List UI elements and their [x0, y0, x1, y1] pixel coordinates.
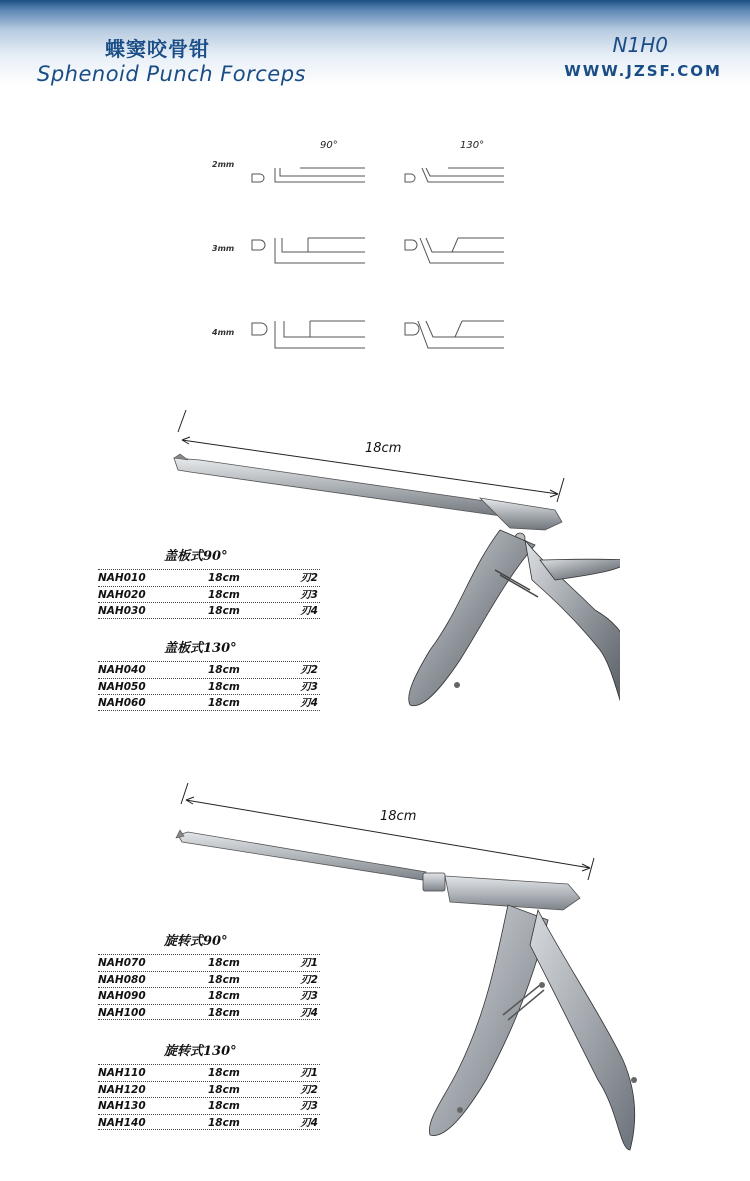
length-cell: 18cm	[208, 973, 240, 986]
product-code-cell: NAH100	[98, 1006, 146, 1019]
spec-table-rotating-90	[98, 930, 320, 1020]
forceps-handle-rear	[409, 530, 535, 706]
forceps-handle-rear-2	[429, 905, 548, 1136]
size-label-2mm: 2mm	[212, 160, 235, 169]
size-cell: 刃4	[300, 1006, 318, 1019]
length-cell: 18cm	[208, 588, 240, 601]
table-row	[98, 1097, 320, 1114]
jaw-cross-section-3mm-130	[405, 240, 417, 250]
table-row	[98, 1081, 320, 1098]
product-title-english: Sphenoid Punch Forceps	[37, 62, 306, 86]
length-cell: 18cm	[208, 1067, 240, 1079]
size-cell: 刃1	[300, 1067, 318, 1079]
table-row	[98, 954, 320, 971]
table-row	[98, 661, 320, 678]
product-code-cell: NAH130	[98, 1100, 146, 1112]
product-code-cell: NAH040	[98, 664, 146, 676]
jaw-cross-section-2mm-90	[252, 174, 264, 182]
product-code-cell: NAH120	[98, 1083, 146, 1096]
length-cell: 18cm	[208, 1116, 240, 1129]
jaw-tip-2mm-90	[275, 168, 365, 182]
length-label-1: 18cm	[365, 441, 402, 456]
website-link[interactable]: WWW.JZSF.COM	[564, 62, 722, 80]
spec-table-heading: 盖板式130°	[164, 641, 237, 656]
length-cell: 18cm	[208, 680, 240, 693]
jaw-tip-4mm-130	[418, 321, 504, 348]
spec-table-heading: 盖板式90°	[164, 549, 228, 564]
table-row	[98, 694, 320, 711]
product-code-cell: NAH110	[98, 1067, 146, 1079]
spec-table-heading: 旋转式130°	[164, 1044, 237, 1059]
length-cell: 18cm	[208, 1006, 240, 1019]
length-cell: 18cm	[208, 990, 240, 1002]
size-cell: 刃4	[300, 697, 318, 709]
product-code-cell: NAH070	[98, 957, 146, 969]
length-label-2: 18cm	[380, 809, 417, 824]
angle-label-130: 130°	[460, 140, 485, 151]
table-row	[98, 987, 320, 1004]
table-row	[98, 586, 320, 603]
length-cell: 18cm	[208, 605, 240, 617]
size-cell: 刃1	[300, 957, 318, 969]
rotation-knob	[423, 873, 445, 891]
product-code: N1H0	[612, 33, 668, 57]
product-code-cell: NAH010	[98, 572, 146, 584]
length-cell: 18cm	[208, 697, 240, 709]
spec-table-cover-130	[98, 637, 320, 711]
length-cell: 18cm	[208, 664, 240, 676]
jaw-cross-section-4mm-130	[405, 323, 419, 335]
size-cell: 刃3	[300, 588, 318, 601]
table-row	[98, 678, 320, 695]
size-cell: 刃2	[300, 664, 318, 676]
jaw-cross-section-2mm-130	[405, 174, 415, 182]
table-row	[98, 1064, 320, 1081]
jaw-tip-3mm-130	[420, 238, 504, 263]
table-row	[98, 602, 320, 619]
size-cell: 刃3	[300, 990, 318, 1002]
size-cell: 刃3	[300, 680, 318, 693]
size-cell: 刃4	[300, 1116, 318, 1129]
table-row	[98, 1004, 320, 1021]
product-code-cell: NAH080	[98, 973, 146, 986]
product-code-cell: NAH050	[98, 680, 146, 693]
size-cell: 刃4	[300, 605, 318, 617]
jaw-tip-2mm-130	[422, 168, 504, 182]
spec-table-cover-90	[98, 545, 320, 619]
jaw-cross-section-4mm-90	[252, 323, 267, 335]
angle-label-90: 90°	[320, 140, 338, 151]
product-code-cell: NAH030	[98, 605, 146, 617]
product-code-cell: NAH140	[98, 1116, 146, 1129]
product-code-cell: NAH090	[98, 990, 146, 1002]
jaw-cross-section-3mm-90	[252, 240, 265, 250]
size-label-3mm: 3mm	[212, 244, 235, 253]
forceps-shaft-2	[178, 832, 426, 880]
size-label-4mm: 4mm	[212, 328, 235, 337]
jaw-tip-4mm-90	[275, 321, 365, 348]
size-cell: 刃3	[300, 1100, 318, 1112]
product-title-chinese: 蝶窦咬骨钳	[105, 37, 210, 61]
spec-table-heading: 旋转式90°	[164, 934, 228, 949]
forceps-handle-front-2	[530, 910, 635, 1150]
jaw-tip-3mm-90	[275, 238, 365, 263]
product-code-cell: NAH020	[98, 588, 146, 601]
table-row	[98, 569, 320, 586]
size-cell: 刃2	[300, 1083, 318, 1096]
length-cell: 18cm	[208, 1083, 240, 1096]
table-row	[98, 971, 320, 988]
size-cell: 刃2	[300, 572, 318, 584]
size-cell: 刃2	[300, 973, 318, 986]
jaw-profile-diagram	[200, 138, 530, 353]
forceps-shaft	[174, 458, 520, 518]
length-cell: 18cm	[208, 1100, 240, 1112]
length-cell: 18cm	[208, 957, 240, 969]
product-code-cell: NAH060	[98, 697, 146, 709]
table-row	[98, 1114, 320, 1131]
header-banner	[0, 0, 750, 100]
spec-table-rotating-130	[98, 1040, 320, 1130]
jaw-profile-lines	[200, 138, 530, 353]
length-cell: 18cm	[208, 572, 240, 584]
